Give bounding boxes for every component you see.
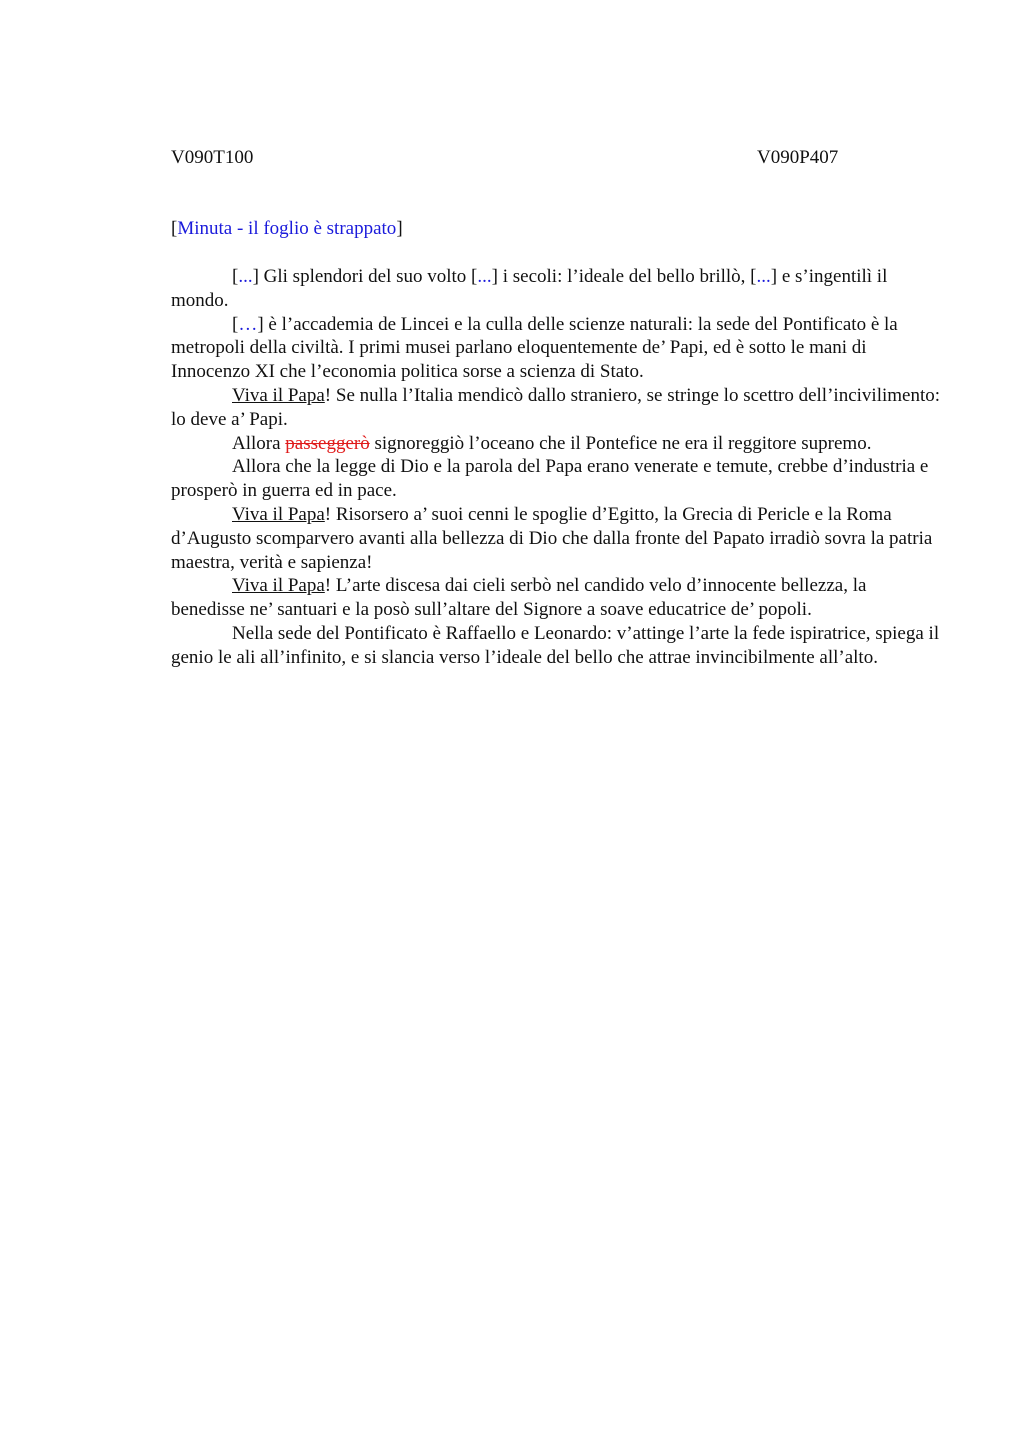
editorial-note-text: Minuta - il foglio è strappato [177,218,397,239]
paragraph-5 [171,455,941,503]
paragraph-1: [...] Gli splendori del suo volto [...] i secoli: l’ideale del bello brillò, [...] e s’ingentilì il mondo. [171,266,888,311]
paragraph-text: Allora [232,432,286,454]
underlined-exclamation: Viva il Papa [232,503,325,525]
paragraph-2: […] è l’accademia de Lincei e la culla delle scienze naturali: la sede del Pontificato è la metropoli della civiltà. I primi musei parlano eloquentemente de’ Papi, ed è sotto le mani di Innocenzo XI che l’economia politica sorse a scienza di Stato. [171,313,898,383]
paragraph-7 [171,574,941,622]
lacuna-marker: ... [477,266,492,287]
paragraph-text: Allora che la legge di Dio e la parola del Papa erano venerate e temute, crebbe d’industria e prosperò in guerra ed in pace. [171,456,929,502]
bracket-open: [ [171,218,178,239]
paragraph-3 [171,384,941,432]
paragraph-text: ] Gli splendori del suo volto [ [252,266,478,287]
underlined-exclamation: Viva il Papa [232,384,325,406]
paragraph-text: ! Risorsero a’ suoi cenni le spoglie d’Egitto, la Grecia di Pericle e la Roma d’Augusto scomparvero avanti alla bellezza di Dio che dalla fronte del Papato irradiò sovra la patria maestra, verità e sapienza! [171,503,933,573]
paragraph-text: ! L’arte discesa dai cieli serbò nel candido velo d’innocente bellezza, la benedisse ne’ santuari e la posò sull’altare del Signore a soave educatrice de’ popoli. [171,575,867,621]
letter-body [171,265,941,670]
lacuna-marker: ... [238,266,253,287]
paragraph-text: ] e s’ingentilì il mondo. [171,266,888,311]
underlined-exclamation: Viva il Papa [232,575,325,597]
paragraph-8 [171,622,941,670]
paragraph-6 [171,503,941,574]
paragraph-4 [171,432,941,456]
paragraph-text: Nella sede del Pontificato è Raffaello e Leonardo: v’attinge l’arte la fede ispiratrice, spiega il genio le ali all’infinito, e si slancia verso l’ideale del bello che attrae invincibilmente all’alto. [171,622,940,668]
document-code-left: V090T100 [171,147,254,168]
bracket-close: ] [396,218,403,239]
deleted-word: passeggerò [285,432,370,454]
lacuna-marker: … [238,313,258,335]
paragraph-text: ] è l’accademia de Lincei e la culla delle scienze naturali: la sede del Pontificato è la metropoli della civiltà. I primi musei parlano eloquentemente de’ Papi, ed è sotto le mani di Innocenzo XI che l’economia politica sorse a scienza di Stato. [171,313,898,383]
paragraph-text: ] i secoli: l’ideale del bello brillò, [ [491,266,757,287]
page-code-right: V090P407 [757,147,839,168]
paragraph-text: signoreggiò l’oceano che il Pontefice ne era il reggitore supremo. [369,432,872,454]
editorial-note [171,217,403,241]
paragraph-text: ! Se nulla l’Italia mendicò dallo straniero, se stringe lo scettro dell’incivilimento: lo deve a’ Papi. [171,384,941,430]
lacuna-marker: ... [756,266,771,287]
